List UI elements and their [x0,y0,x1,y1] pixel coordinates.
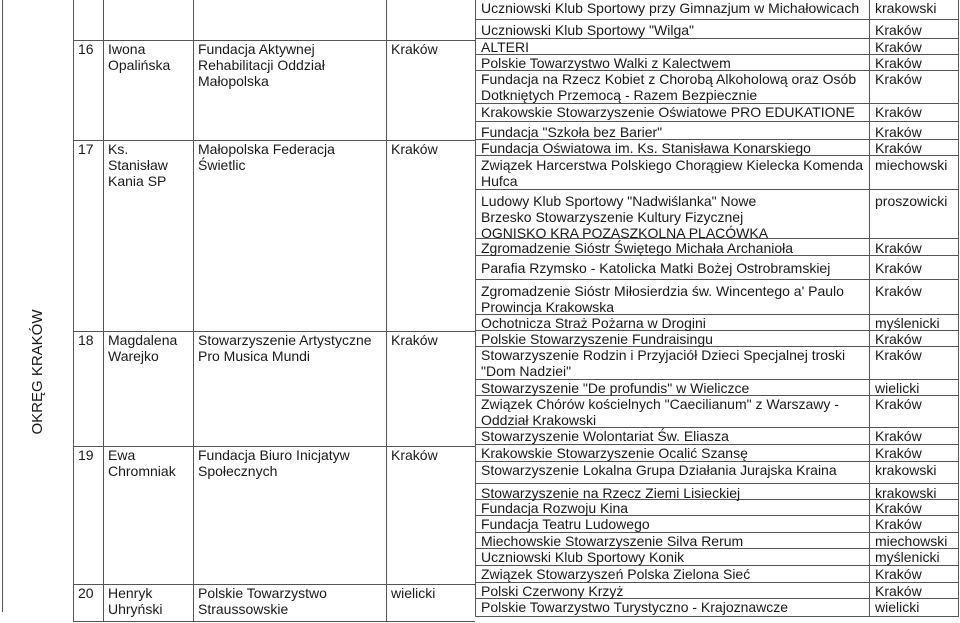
candidate-name: Iwona Opalińska [108,41,171,73]
supporter-row [475,140,958,156]
supporter-org: Uczniowski Klub Sportowy przy Gimnazjum w Michałowicach [481,0,860,16]
supporter-district: Kraków [875,71,922,87]
supporter-row [475,566,958,583]
supporter-row [475,55,958,71]
supporter-org: Polskie Towarzystwo Walki z Kalectwem [481,55,731,71]
supporter-org: Stowarzyszenie "De profundis" w Wieliczce [481,380,750,396]
candidate-org: Fundacja Aktywnej Rehabilitacji Oddział Małopolska [198,41,325,89]
supporter-district: myślenicki [875,315,940,331]
candidate-number: 20 [78,585,94,601]
supporter-org: Polski Czerwony Krzyż [481,583,624,599]
supporter-district: Kraków [875,140,922,156]
supporter-district: Kraków [875,331,922,347]
supporter-district: Kraków [875,428,922,444]
supporter-org: Fundacja Teatru Ludowego [481,516,650,532]
supporter-district: Kraków [875,347,922,363]
supporter-row [475,0,958,20]
region-label: OKRĘG KRAKÓW [29,309,46,435]
supporter-row [475,331,958,347]
supporter-row [475,315,958,331]
supporter-org: Fundacja na Rzecz Kobiet z Chorobą Alkoholową oraz Osób Dotkniętych Przemocą - Razem Bezpiecznie [481,71,857,103]
supporter-org: Fundacja Oświatowa im. Ks. Stanisława Konarskiego [481,140,811,156]
supporter-district: miechowski [875,533,948,549]
supporter-district: miechowski [875,157,948,173]
supporter-org: Uczniowski Klub Sportowy "Wilga" [481,22,695,38]
supporter-row [475,428,958,445]
table-border-left [2,0,3,612]
candidate-name: Henryk Uhryński [108,585,163,617]
candidate-district: Kraków [391,141,438,157]
supporter-org: ALTERI [481,39,529,55]
candidate-district: Kraków [391,332,438,348]
candidate-number: 17 [78,141,94,157]
supporter-org: Związek Stowarzyszeń Polska Zielona Sieć [481,566,751,582]
supporter-district: krakowski [875,462,937,478]
supporter-district: Kraków [875,566,922,582]
table-border [103,0,104,621]
supporter-district: myślenicki [875,549,940,565]
supporter-row [475,39,958,55]
candidate-number: 19 [78,447,94,463]
candidate-number: 18 [78,332,94,348]
supporter-row [475,104,958,122]
supporter-org: Miechowskie Stowarzyszenie Silva Rerum [481,533,744,549]
supporter-org: Stowarzyszenie Rodzin i Przyjaciół Dzieci Specjalnej troski "Dom Nadziei" [481,347,846,379]
supporter-district: Kraków [875,124,922,140]
supporter-district: Kraków [875,260,922,276]
supporter-org: Stowarzyszenie na Rzecz Ziemi Lisieckiej [481,485,741,501]
supporter-org: Uczniowski Klub Sportowy Konik [481,549,685,565]
supporter-district: Kraków [875,445,922,461]
supporter-district: Kraków [875,22,922,38]
candidate-district: Kraków [391,447,438,463]
supporter-district: wielicki [875,380,920,396]
supporter-district: Kraków [875,39,922,55]
supporter-org: Związek Harcerstwa Polskiego Chorągiew Kielecka Komenda Hufca [481,157,864,189]
supporter-district: krakowski [875,485,937,501]
supporter-district: wielicki [875,599,920,615]
supporter-row [475,549,958,566]
supporter-org: Ochotnicza Straż Pożarna w Drogini [481,315,706,331]
supporter-org: Zgromadzenie Sióstr Miłosierdzia św. Wincentego a' Paulo Prowincja Krakowska [481,283,844,315]
supporter-org: Związek Chórów kościelnych "Caecilianum" z Warszawy - Oddział Krakowski [481,396,839,428]
supporter-org: Stowarzyszenie Wolontariat Św. Eliasza [481,428,729,444]
table-border-bottom [73,621,475,622]
candidate-district: Kraków [391,41,438,57]
supporter-district: Kraków [875,516,922,532]
supporter-row [475,20,958,39]
supporter-row [475,484,958,500]
candidate-org: Stowarzyszenie Artystyczne Pro Musica Mundi [198,332,372,364]
candidate-name: Ks. Stanisław Kania SP [108,141,168,189]
supporter-row [475,239,958,256]
supporter-row [475,445,958,462]
supporter-row [475,347,958,380]
candidate-org: Fundacja Biuro Inicjatyw Społecznych [198,447,350,479]
supporter-row [475,533,958,549]
supporter-org: Fundacja Rozwoju Kina [481,500,629,516]
supporter-row [475,462,958,484]
supporter-row [475,599,958,617]
candidate-org: Małopolska Federacja Świetlic [198,141,335,173]
supporter-row [475,516,958,533]
table-border-right [958,0,959,617]
supporter-row [475,256,958,280]
supporter-org: Ludowy Klub Sportowy "Nadwiślanka" Nowe Brzesko Stowarzyszenie Kultury Fizycznej OGNISKO KRA POZASZKOLNA PLACÓWKA [481,193,769,241]
supporter-district: Kraków [875,396,922,412]
supporter-row [475,500,958,516]
supporter-district: Kraków [875,240,922,256]
supporter-org: Polskie Towarzystwo Turystyczno - Krajoznawcze [481,599,789,615]
supporter-org: Zgromadzenie Sióstr Świętego Michała Archanioła [481,240,794,256]
candidate-name: Magdalena Warejko [108,332,178,364]
supporter-row [475,380,958,396]
supporter-district: Kraków [875,500,922,516]
supporter-district: krakowski [875,0,937,16]
supporter-row [475,122,958,140]
supporter-row [475,71,958,104]
supporter-district: proszowicki [875,193,948,209]
supporter-org: Krakowskie Stowarzyszenie Ocalić Szansę [481,445,748,461]
table-border [386,0,387,621]
supporter-district: Kraków [875,283,922,299]
supporter-org: Parafia Rzymsko - Katolicka Matki Bożej Ostrobramskiej [481,260,831,276]
supporter-row [475,190,958,239]
supporter-org: Stowarzyszenie Lokalna Grupa Działania Jurajska Kraina [481,462,837,478]
supporter-district: Kraków [875,583,922,599]
supporter-district: Kraków [875,55,922,71]
supporter-org: Polskie Stowarzyszenie Fundraisingu [481,331,713,347]
candidate-name: Ewa Chromniak [108,447,176,479]
supporter-org: Fundacja "Szkoła bez Barier" [481,124,663,140]
supporter-row [475,396,958,428]
candidate-org: Polskie Towarzystwo Straussowskie [198,585,327,617]
supporter-row [475,156,958,190]
supporter-row [475,280,958,315]
supporter-district: Kraków [875,104,922,120]
table-border [193,0,194,621]
candidate-district: wielicki [391,585,436,601]
candidate-number: 16 [78,41,94,57]
supporter-row [475,583,958,599]
supporter-org: Krakowskie Stowarzyszenie Oświatowe PRO EDUKATIONE [481,104,855,120]
table-border [73,0,74,621]
